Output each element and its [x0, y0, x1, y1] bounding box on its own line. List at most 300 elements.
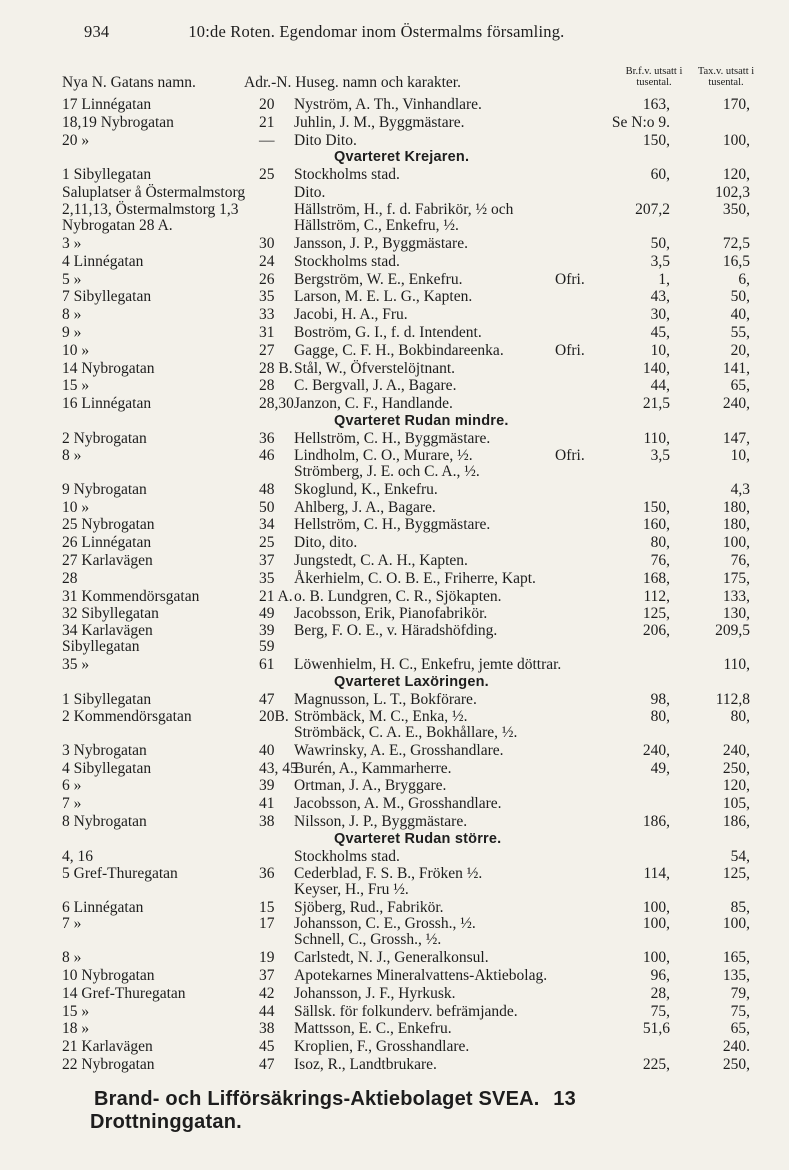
tax-value-cell-line1: 85,: [730, 898, 750, 916]
fire-value-cell-line1: 112,: [643, 587, 670, 605]
tax-value-cell: [682, 377, 750, 395]
address-cell-line1: 18,19 Nybrogatan: [62, 113, 174, 131]
tax-value-cell-line1: 120,: [722, 166, 750, 184]
number-cell: [259, 271, 275, 289]
fire-value-cell-line1: 28,: [650, 984, 670, 1002]
owner-cell: [294, 271, 462, 289]
address-cell-line1: 8 Nybrogatan: [62, 812, 147, 830]
fire-value-cell-line1: 60,: [650, 166, 670, 184]
tax-value-cell: [682, 967, 750, 985]
owner-cell-line1: Stål, W., Öfverstelöjtnant.: [294, 359, 456, 377]
fire-value-cell: [594, 395, 670, 413]
address-cell: [62, 395, 151, 413]
address-cell: [62, 377, 89, 395]
owner-cell-line1: Ahlberg, J. A., Bagare.: [294, 498, 436, 516]
number-cell-line1: 44: [259, 1002, 275, 1020]
number-cell: [259, 623, 275, 655]
tax-value-cell-line1: 50,: [730, 288, 750, 306]
fire-value-cell: [594, 132, 670, 150]
fire-value-cell: [594, 114, 670, 132]
address-cell: [62, 324, 81, 342]
number-cell: [259, 132, 275, 150]
owner-cell: [294, 967, 547, 985]
fire-value-cell-line1: 100,: [642, 898, 670, 916]
tax-value-cell: [682, 324, 750, 342]
fire-value-cell: [594, 691, 670, 709]
address-cell: [62, 552, 153, 570]
owner-cell: [294, 324, 482, 342]
owner-cell: [294, 184, 325, 202]
owner-cell-line1: Dito.: [294, 184, 326, 202]
number-cell: [259, 570, 275, 588]
owner-cell: [294, 848, 400, 866]
tax-value-cell: [682, 570, 750, 588]
tax-value-cell: [682, 516, 750, 534]
column-header-owner: Adr.-N. Huseg. namn och karakter.: [244, 74, 461, 91]
tax-value-cell-line1: 170,: [722, 96, 750, 113]
number-cell-line1: 17: [259, 915, 275, 933]
fire-value-cell: [594, 534, 670, 552]
fire-value-cell: [594, 1020, 670, 1038]
fire-value-cell-line1: 186,: [642, 812, 670, 830]
list-item: [0, 132, 789, 150]
address-cell-line1: 10 »: [62, 341, 90, 359]
list-item: [0, 448, 789, 481]
owner-cell-line1: Jacobsson, Erik, Pianofabrikör.: [294, 605, 488, 623]
address-cell: [62, 132, 89, 150]
owner-cell: [294, 360, 455, 378]
number-cell: [259, 395, 294, 413]
fire-value-cell-line1: 114,: [643, 864, 670, 882]
number-cell: [259, 306, 275, 324]
tax-value-cell: [682, 499, 750, 517]
owner-cell: [294, 742, 504, 760]
tax-value-cell: [682, 552, 750, 570]
list-item: [0, 1020, 789, 1038]
tax-value-cell: [682, 813, 750, 831]
tax-value-cell: [682, 306, 750, 324]
owner-cell: [294, 253, 400, 271]
address-cell: [62, 985, 186, 1003]
owner-cell: [294, 899, 444, 917]
tax-value-cell-line1: 250,: [722, 1056, 750, 1074]
address-cell-line1: 25 Nybrogatan: [62, 516, 155, 534]
list-item: [0, 360, 789, 378]
tax-value-cell: [682, 534, 750, 552]
fire-value-cell: [594, 448, 670, 464]
owner-cell: [294, 1020, 452, 1038]
list-item: [0, 166, 789, 184]
owner-cell: [294, 114, 465, 132]
owner-cell: [294, 1056, 437, 1074]
owner-cell-line2: Keyser, H., Fru ½.: [294, 880, 409, 898]
block-heading-text: Qvarteret Rudan mindre.: [334, 412, 509, 429]
address-cell-line1: 17 Linnégatan: [62, 96, 152, 113]
owner-cell-line1: Stockholms stad.: [294, 166, 400, 184]
owner-cell: [294, 623, 497, 639]
address-cell: [62, 96, 151, 114]
number-cell-line1: 20B.: [259, 707, 289, 725]
fire-value-cell-line1: 207,2: [635, 200, 670, 218]
tax-value-cell: [682, 709, 750, 725]
fire-value-cell-line1: 206,: [642, 622, 670, 640]
number-cell-line1: 34: [259, 516, 275, 534]
owner-cell: [294, 166, 400, 184]
number-cell-line1: 42: [259, 984, 275, 1002]
owner-cell-line1: Cederblad, F. S. B., Fröken ½.: [294, 864, 483, 882]
tax-value-cell-line1: 100,: [722, 915, 750, 933]
number-cell-line1: 35: [259, 288, 275, 306]
owner-cell-line1: Hellström, C. H., Byggmästare.: [294, 429, 491, 447]
tax-value-cell-line1: 76,: [730, 551, 750, 569]
tax-value-cell: [682, 184, 750, 202]
advert-company: Brand- och Lifförsäkrings-Aktiebolaget SVEA.: [94, 1088, 540, 1110]
owner-cell-line1: Janzon, C. F., Handlande.: [294, 395, 453, 413]
address-cell-line1: 7 Sibyllegatan: [62, 288, 152, 306]
tax-value-cell: [682, 271, 750, 289]
address-cell: [62, 448, 81, 464]
address-cell-line1: 10 Nybrogatan: [62, 967, 155, 985]
list-item: [0, 534, 789, 552]
tax-value-cell: [682, 848, 750, 866]
list-item: [0, 795, 789, 813]
fire-value-cell-line1: 98,: [650, 690, 670, 708]
tax-value-cell: [682, 288, 750, 306]
address-cell: [62, 777, 81, 795]
number-cell-line1: 36: [259, 429, 275, 447]
address-cell-line2: Nybrogatan 28 A.: [62, 216, 173, 234]
owner-cell-line1: Jacobsson, A. M., Grosshandlare.: [294, 795, 502, 813]
tax-value-cell-line1: 100,: [722, 131, 750, 149]
owner-cell-line1: Strömbäck, M. C., Enka, ½.: [294, 707, 468, 725]
tax-value-cell-line1: 175,: [722, 569, 750, 587]
tax-value-cell-line1: 133,: [722, 587, 750, 605]
page-header: [84, 22, 769, 42]
owner-cell: [294, 709, 517, 741]
tax-value-cell: [682, 656, 750, 674]
column-header-tax-value: Tax.v. utsatt i tusental.: [697, 66, 755, 88]
tax-value-cell: [682, 202, 750, 218]
number-cell: [259, 430, 275, 448]
owner-cell-line1: Magnusson, L. T., Bokförare.: [294, 690, 477, 708]
fire-value-cell-line1: 3,5: [650, 446, 670, 464]
fire-value-cell-line1: 10,: [650, 341, 670, 359]
list-item: [0, 395, 789, 413]
fire-value-cell: [594, 709, 670, 725]
number-cell-line1: 19: [259, 949, 275, 967]
tax-value-cell: [682, 1003, 750, 1021]
number-cell: [259, 916, 275, 932]
number-cell-line1: 28: [259, 377, 275, 395]
number-cell-line2: 59: [259, 638, 275, 656]
owner-cell-line1: Carlstedt, N. J., Generalkonsul.: [294, 949, 489, 967]
owner-cell-line1: Sjöberg, Rud., Fabrikör.: [294, 898, 444, 916]
number-cell: [259, 1056, 275, 1074]
list-item: [0, 916, 789, 949]
tax-value-cell: [682, 1020, 750, 1038]
address-cell-line1: 5 Gref-Thuregatan: [62, 864, 178, 882]
tax-value-cell-line1: 165,: [722, 949, 750, 967]
fire-value-cell-line1: 50,: [650, 234, 670, 252]
owner-cell-line1: Jansson, J. P., Byggmästare.: [294, 234, 468, 252]
tax-value-cell: [682, 360, 750, 378]
fire-value-cell: [594, 605, 670, 623]
list-item: [0, 114, 789, 132]
remark-cell-line1: Ofri.: [555, 270, 585, 288]
number-cell-line1: 36: [259, 864, 275, 882]
address-cell: [62, 534, 151, 552]
tax-value-cell: [682, 795, 750, 813]
fire-value-cell-line1: 100,: [642, 949, 670, 967]
number-cell: [259, 967, 275, 985]
owner-cell-line1: Gagge, C. F. H., Bokbindareenka.: [294, 341, 504, 359]
address-cell: [62, 899, 143, 917]
address-cell: [62, 656, 89, 674]
address-cell: [62, 623, 153, 655]
number-cell-line1: 25: [259, 166, 275, 184]
fire-value-cell-line1: 80,: [650, 534, 670, 552]
fire-value-cell: [594, 949, 670, 967]
list-item: [0, 288, 789, 306]
tax-value-cell-line1: 180,: [722, 516, 750, 534]
tax-value-cell-line1: 240,: [722, 741, 750, 759]
owner-cell-line1: Juhlin, J. M., Byggmästare.: [294, 113, 465, 131]
fire-value-cell-line1: 100,: [642, 915, 670, 933]
number-cell-line1: 31: [259, 323, 275, 341]
tax-value-cell-line1: 80,: [730, 707, 750, 725]
owner-cell: [294, 395, 453, 413]
number-cell-line1: 26: [259, 270, 275, 288]
list-item: [0, 499, 789, 517]
tax-value-cell-line1: 72,5: [722, 234, 750, 252]
owner-cell-line2: Schnell, C., Grossh., ½.: [294, 931, 442, 949]
property-list: [0, 96, 789, 1074]
owner-cell-line1: Åkerhielm, C. O. B. E., Friherre, Kapt.: [294, 569, 536, 587]
number-cell: [259, 166, 275, 184]
list-item: [0, 184, 789, 202]
address-cell-line1: 2,11,13, Östermalmstorg 1,3: [62, 200, 239, 218]
address-cell-line1: 14 Gref-Thuregatan: [62, 984, 186, 1002]
fire-value-cell: [594, 202, 670, 218]
address-cell: [62, 967, 155, 985]
owner-cell: [294, 499, 436, 517]
list-item: [0, 742, 789, 760]
owner-cell: [294, 534, 357, 552]
block-heading: [0, 149, 789, 166]
fire-value-cell: [594, 899, 670, 917]
number-cell: [259, 709, 289, 725]
owner-cell-line1: Skoglund, K., Enkefru.: [294, 480, 438, 498]
address-cell: [62, 848, 93, 866]
list-item: [0, 516, 789, 534]
owner-cell: [294, 516, 490, 534]
address-cell: [62, 813, 147, 831]
number-cell-line1: 43, 45: [259, 759, 298, 777]
list-item: [0, 1038, 789, 1056]
tax-value-cell: [682, 916, 750, 932]
remark-cell-line1: Ofri.: [555, 446, 585, 464]
number-cell: [259, 1003, 275, 1021]
tax-value-cell-line1: 141,: [722, 359, 750, 377]
owner-cell-line1: Dito, dito.: [294, 534, 358, 552]
address-cell-line1: 8 »: [62, 446, 82, 464]
column-header-fire-value: Br.f.v. utsatt i tusental.: [625, 66, 683, 88]
remark-cell: [555, 271, 585, 289]
fire-value-cell: [594, 570, 670, 588]
tax-value-cell-line1: 120,: [722, 777, 750, 795]
tax-value-cell-line1: 110,: [723, 656, 750, 674]
owner-cell-line1: Stockholms stad.: [294, 847, 400, 865]
tax-value-cell: [682, 777, 750, 795]
owner-cell-line1: Sällsk. för folkunderv. befrämjande.: [294, 1002, 518, 1020]
fire-value-cell-line1: 1,: [658, 270, 670, 288]
number-cell: [259, 96, 275, 114]
address-cell-line1: 9 »: [62, 323, 82, 341]
fire-value-cell: [594, 588, 670, 606]
number-cell-line1: 45: [259, 1038, 275, 1056]
tax-value-cell: [682, 342, 750, 360]
tax-value-cell-line1: 20,: [730, 341, 750, 359]
owner-cell-line1: Kroplien, F., Grosshandlare.: [294, 1038, 470, 1056]
fire-value-cell-line1: 160,: [642, 516, 670, 534]
address-cell: [62, 516, 155, 534]
number-cell: [259, 760, 298, 778]
owner-cell: [294, 552, 468, 570]
fire-value-cell: [594, 306, 670, 324]
number-cell-line1: 21: [259, 113, 275, 131]
tax-value-cell-line1: 100,: [722, 534, 750, 552]
tax-value-cell-line1: 250,: [722, 759, 750, 777]
owner-cell: [294, 795, 502, 813]
number-cell: [259, 795, 275, 813]
fire-value-cell: [594, 1056, 670, 1074]
owner-cell-line1: Löwenhielm, H. C., Enkefru, jemte döttrar.: [294, 656, 562, 674]
number-cell: [259, 377, 275, 395]
fire-value-cell-line1: 150,: [642, 498, 670, 516]
owner-cell-line2: Hällström, C., Enkefru, ½.: [294, 216, 459, 234]
address-cell-line1: 8 »: [62, 949, 82, 967]
fire-value-cell-line1: 75,: [650, 1002, 670, 1020]
fire-value-cell: [594, 96, 670, 114]
tax-value-cell: [682, 96, 750, 114]
fire-value-cell-line1: 43,: [650, 288, 670, 306]
owner-cell-line1: Mattsson, E. C., Enkefru.: [294, 1020, 452, 1038]
tax-value-cell: [682, 166, 750, 184]
owner-cell-line1: Nilsson, J. P., Byggmästare.: [294, 812, 468, 830]
advert-address: 13 Drottninggatan.: [90, 1088, 576, 1133]
tax-value-cell: [682, 742, 750, 760]
list-item: [0, 623, 789, 656]
address-cell: [62, 114, 174, 132]
list-item: [0, 588, 789, 606]
tax-value-cell-line1: 75,: [730, 1002, 750, 1020]
address-cell-line1: 28: [62, 569, 78, 587]
owner-cell: [294, 866, 482, 898]
number-cell-line1: 47: [259, 690, 275, 708]
tax-value-cell-line1: 40,: [730, 306, 750, 324]
owner-cell: [294, 448, 480, 480]
owner-cell-line1: Jacobi, H. A., Fru.: [294, 306, 408, 324]
owner-cell-line1: Lindholm, C. O., Murare, ½.: [294, 446, 473, 464]
address-cell: [62, 430, 147, 448]
owner-cell: [294, 288, 472, 306]
number-cell: [259, 114, 275, 132]
tax-value-cell: [682, 760, 750, 778]
tax-value-cell-line1: 54,: [730, 847, 750, 865]
number-cell: [259, 656, 275, 674]
owner-cell-line1: Nyström, A. Th., Vinhandlare.: [294, 96, 482, 113]
tax-value-cell: [682, 481, 750, 499]
number-cell: [259, 342, 275, 360]
number-cell: [259, 552, 275, 570]
owner-cell-line1: Burén, A., Kammarherre.: [294, 759, 452, 777]
address-cell-line1: 18 »: [62, 1020, 90, 1038]
number-cell: [259, 588, 293, 606]
number-cell-line1: 33: [259, 306, 275, 324]
number-cell-line1: —: [259, 131, 275, 149]
tax-value-cell: [682, 691, 750, 709]
address-cell-line1: 6 Linnégatan: [62, 898, 144, 916]
number-cell: [259, 1020, 275, 1038]
fire-value-cell-line1: 30,: [650, 306, 670, 324]
tax-value-cell: [682, 395, 750, 413]
fire-value-cell-line1: 168,: [642, 569, 670, 587]
block-heading-text: Qvarteret Rudan större.: [334, 830, 502, 847]
address-cell: [62, 949, 81, 967]
fire-value-cell: [594, 1003, 670, 1021]
number-cell-line1: 50: [259, 498, 275, 516]
list-item: [0, 306, 789, 324]
number-cell: [259, 448, 275, 464]
tax-value-cell: [682, 949, 750, 967]
owner-cell: [294, 132, 357, 150]
owner-cell: [294, 691, 477, 709]
address-cell: [62, 795, 81, 813]
fire-value-cell: [594, 742, 670, 760]
list-item: [0, 342, 789, 360]
list-item: [0, 430, 789, 448]
owner-cell: [294, 1003, 518, 1021]
owner-cell: [294, 570, 536, 588]
address-cell: [62, 1056, 155, 1074]
number-cell-line1: 15: [259, 898, 275, 916]
fire-value-cell: [594, 813, 670, 831]
list-item: [0, 377, 789, 395]
address-cell-line1: 1 Sibyllegatan: [62, 690, 152, 708]
number-cell-line1: 39: [259, 777, 275, 795]
owner-cell: [294, 949, 489, 967]
address-cell: [62, 202, 239, 234]
fire-value-cell-line1: 240,: [642, 741, 670, 759]
tax-value-cell-line1: 105,: [722, 795, 750, 813]
number-cell-line1: 37: [259, 967, 275, 985]
address-cell-line1: 21 Karlavägen: [62, 1038, 153, 1056]
owner-cell: [294, 813, 467, 831]
remark-cell: [555, 448, 585, 464]
remark-cell: [555, 342, 585, 360]
number-cell: [259, 1038, 275, 1056]
address-cell-line1: 9 Nybrogatan: [62, 480, 147, 498]
number-cell-line1: 49: [259, 605, 275, 623]
owner-cell: [294, 235, 468, 253]
tax-value-cell-line1: 147,: [722, 429, 750, 447]
address-cell-line1: 3 »: [62, 234, 82, 252]
number-cell-line1: 38: [259, 1020, 275, 1038]
address-cell: [62, 235, 81, 253]
owner-cell-line1: Isoz, R., Landtbrukare.: [294, 1056, 437, 1074]
list-item: [0, 949, 789, 967]
tax-value-cell: [682, 623, 750, 639]
